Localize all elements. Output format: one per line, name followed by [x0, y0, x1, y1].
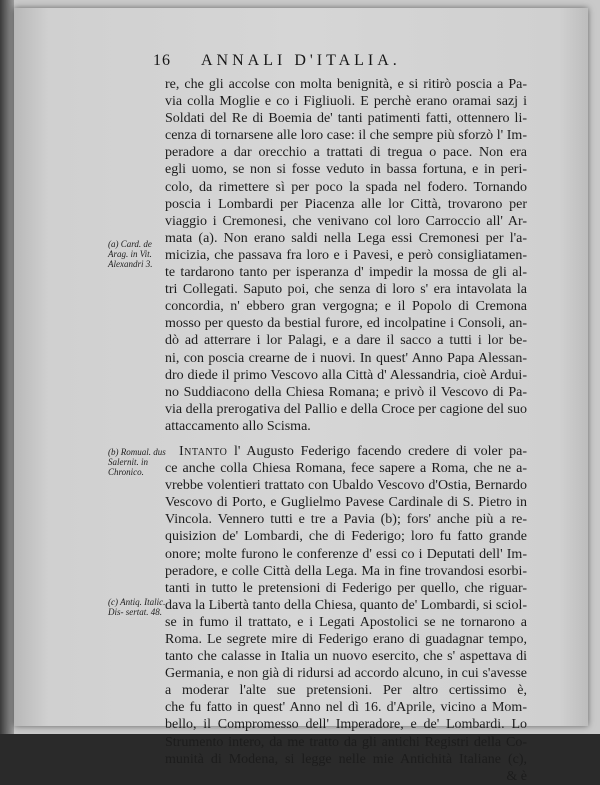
- text-line: mata (a). Non erano saldi nella Lega essi Cremonesi per l'a-: [165, 230, 527, 246]
- text-line: colo, da rimettere sì per poco la spada nel fodero. Tornando: [165, 179, 527, 195]
- text-line: Roma. Le segrete mire di Federigo erano di guadagnar tempo,: [165, 632, 527, 647]
- text-line: attaccamento allo Scisma.: [165, 418, 311, 434]
- text-line: Strumento intero, da me tratto da gli antichi Registri della Co-: [165, 734, 527, 750]
- marginal-note-c: (c) Antiq. Italic. Dis- sertat. 48.: [108, 597, 166, 617]
- body-text: [165, 76, 527, 785]
- paragraph-gap: [165, 435, 527, 443]
- text-line: vrebbe volentieri trattato con Ubaldo Vescovo d'Ostia, Bernardo: [165, 478, 527, 494]
- text-line: ni, con poscia crearne de i nuovi. In quest' Anno Papa Alessan-: [165, 350, 527, 366]
- text-line: onore; molte furono le conferenze d' essi co i Deputati dell' Im-: [165, 546, 527, 562]
- text-line: munità di Modena, si legge nelle mie Antichità Italiane (c),: [165, 751, 527, 767]
- text-line: viaggio i Cremonesi, che venivano col loro Carroccio all' Ar-: [165, 213, 527, 229]
- text-line: cenza di tornarsene alle loro case: il che sempre più sforzò l' Im-: [165, 128, 527, 144]
- text-line: a moderar l'alte sue pretensioni. Per altro certissimo è,: [165, 683, 527, 699]
- text-line: micizia, che passava fra loro e i Pavesi, e però consigliatamen-: [165, 247, 527, 263]
- text-line: via della prerogativa del Pallio e della Croce per cagione del suo: [165, 401, 527, 417]
- text-line: dava la Libertà tanto della Chiesa, quanto de' Lombardi, si sciol-: [165, 597, 527, 613]
- text-line: dro diede il primo Vescovo alla Città d' Alessandria, cioè Ardui-: [165, 367, 527, 383]
- text-line: Vescovo di Porto, e Guglielmo Pavese Cardinale di S. Pietro in: [165, 495, 527, 511]
- marginal-note-a: (a) Card. de Arag. in Vit. Alexandri 3.: [108, 239, 153, 269]
- text-line: tanto che calasse in Italia un nuovo esercito, che s' aspettava di: [165, 649, 527, 665]
- page-edge-shadow: [0, 0, 14, 734]
- text-line: peradore a dar orecchio a trattati di tregua o pace. Non era: [165, 145, 527, 161]
- text-line: quisizion de' Lombardi, che di Federigo; loro fu fatto grande: [165, 529, 527, 545]
- text-line: Vincola. Vennero tutti e tre a Pavia (b); fors' anche più a re-: [165, 512, 527, 528]
- text-line: via colla Moglie e co i Figliuoli. E perchè erano oramai sazj i: [165, 94, 527, 110]
- text-line: concordia, n' ebbero gran vergogna; e il Popolo di Cremona: [165, 299, 527, 315]
- text-line: no Suddiacono della Chiesa Romana; e privò il Vescovo di Pa-: [165, 384, 527, 400]
- text-line: poscia i Lombardi per Piacenza alle lor Città, trovarono per: [165, 196, 527, 212]
- text-line: bello, il Compromesso dell' Imperadore, e de' Lombardi. Lo: [165, 717, 527, 733]
- text-line: Germania, e non già di ridursi ad accordo alcuno, in cui s'avesse: [165, 666, 527, 682]
- text-line: ce anche colla Chiesa Romana, fece sapere a Roma, che ne a-: [165, 461, 527, 477]
- text-line: egli uomo, se non si fosse veduto in bassa fortuna, e in peri-: [165, 162, 527, 178]
- text-line: re, che gli accolse con molta benignità, e si ritirò poscia a Pa-: [165, 77, 527, 92]
- text-line: mosso per questo da bestial furore, ed incolpatine i Consoli, an-: [165, 316, 527, 332]
- text-line: dò ad atterrare i lor Palagi, e a dare il sacco a tutti i lor be-: [165, 333, 527, 349]
- lead-word: Intanto: [179, 443, 228, 459]
- text-line: peradore, e colle Città della Lega. Ma in fine trovandosi esorbi-: [165, 563, 527, 579]
- text-line: che fu fatto in quest' Anno nel dì 16. d'Aprile, vicino a Mom-: [165, 700, 527, 716]
- catchword: & è: [506, 768, 527, 784]
- text-line: Intanto l' Augusto Federigo facendo credere di voler pa-: [179, 443, 527, 459]
- text-line: Soldati del Re di Boemia de' tanti patimenti fatti, ottennero li-: [165, 111, 527, 127]
- text-line: tanti in tutto le pretensioni di Federigo per quello, che riguar-: [165, 580, 527, 596]
- text-line: te tardarono tanto per isperanza d' impedir la mossa de gli al-: [165, 265, 527, 281]
- text-line: se in fumo il trattato, e i Legati Apostolici se ne tornarono a: [165, 614, 527, 630]
- page-header: [153, 52, 458, 72]
- running-title: ANNALI D'ITALIA.: [201, 52, 401, 69]
- text-line: tri Collegati. Saputo poi, che senza di loro s' era intavolata la: [165, 282, 527, 298]
- catchword-line: [165, 768, 527, 785]
- page-number: 16: [153, 52, 171, 69]
- marginal-note-b: (b) Romual. dus Salernit. in Chronico.: [108, 447, 166, 477]
